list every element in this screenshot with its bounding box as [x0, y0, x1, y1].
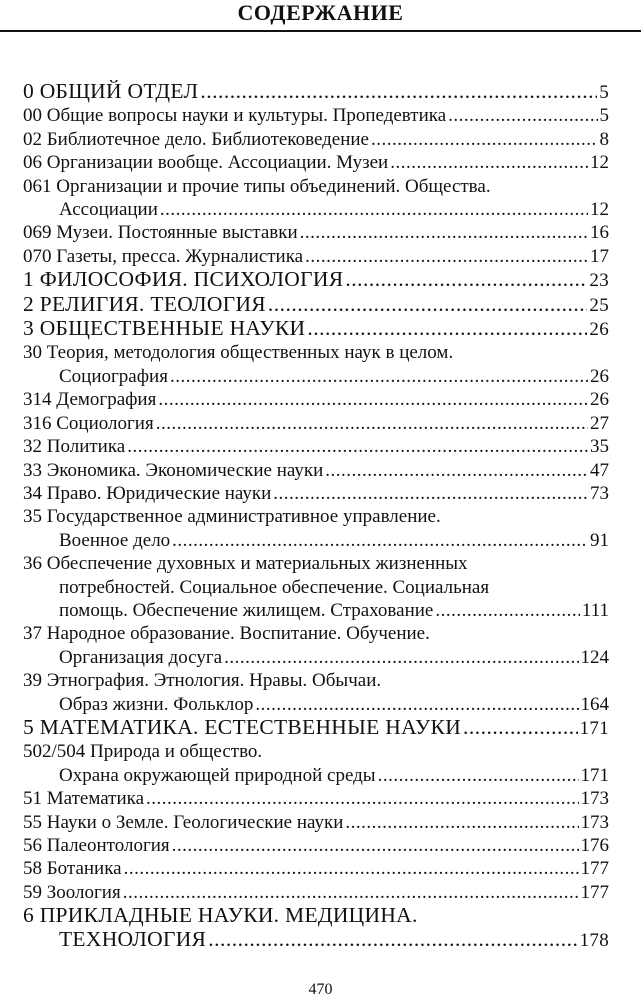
toc-entry-title: 314 Демография: [23, 389, 157, 411]
toc-page-number: 177: [580, 881, 609, 903]
toc-entry: [23, 505, 609, 552]
toc-entry-row: [23, 365, 609, 388]
toc-entry-row: [23, 128, 609, 151]
toc-entry-row: [23, 268, 609, 292]
toc-page-number: 25: [589, 294, 609, 316]
dot-leader: [268, 293, 587, 316]
dot-leader: [307, 317, 587, 340]
toc-page-number: 91: [590, 529, 609, 551]
toc-entry: [23, 834, 609, 857]
dot-leader: [146, 787, 578, 810]
toc-entry-line: 061 Организации и прочие типы объединений. Общества.: [23, 175, 491, 197]
toc-entry: [23, 104, 609, 127]
toc-entry-row: [23, 599, 609, 622]
toc-page-number: 5: [599, 82, 609, 103]
dot-leader: [305, 245, 588, 268]
toc-entry-row: [23, 716, 609, 740]
toc-entry-row: [23, 435, 609, 458]
toc-page-number: 27: [590, 412, 609, 434]
toc-entry-title: 1 ФИЛОСОФИЯ. ПСИХОЛОГИЯ: [23, 267, 344, 292]
toc-entry-line: 39 Этнография. Этнология. Нравы. Обычаи.: [23, 670, 382, 692]
toc-entry-line: 502/504 Природа и общество.: [23, 741, 263, 763]
toc-entry-title: 0 ОБЩИЙ ОТДЕЛ: [23, 79, 199, 103]
toc-entry-title: 59 Зоология: [23, 881, 121, 903]
toc-entry-title: помощь. Обеспечение жилищем. Страхование: [59, 599, 434, 621]
dot-leader: [224, 646, 578, 669]
toc-entry-line: 30 Теория, методология общественных наук в целом.: [23, 342, 454, 364]
toc-page-number: 26: [589, 319, 609, 341]
toc-entry-title: 06 Организации вообще. Ассоциации. Музеи: [23, 152, 389, 174]
toc-entry-line: 6 ПРИКЛАДНЫЕ НАУКИ. МЕДИЦИНА.: [23, 904, 418, 928]
toc-entry-title: 070 Газеты, пресса. Журналистика: [23, 245, 304, 267]
toc-entry-row: [23, 104, 609, 127]
toc-entry: [23, 881, 609, 904]
toc-entry-title: 2 РЕЛИГИЯ. ТЕОЛОГИЯ: [23, 291, 266, 316]
toc-page-number: 26: [590, 365, 609, 387]
toc-entry-title: Образ жизни. Фольклор: [59, 693, 254, 715]
toc-page-number: 35: [590, 436, 609, 458]
toc-entry-title: 5 МАТЕМАТИКА. ЕСТЕСТВЕННЫЕ НАУКИ: [23, 714, 462, 739]
toc-entry-title: 00 Общие вопросы науки и культуры. Пропедевтика: [23, 105, 447, 127]
toc-entry: [23, 151, 609, 174]
toc-entry-title: ТЕХНОЛОГИЯ: [59, 926, 207, 951]
toc-entry: [23, 482, 609, 505]
toc-entry: [23, 740, 609, 787]
toc-section-entry: [23, 716, 609, 740]
toc-entry-title: 56 Палеонтология: [23, 835, 170, 856]
toc-entry-row: [23, 857, 609, 880]
dot-leader: [160, 198, 588, 221]
toc-entry-title: 3 ОБЩЕСТВЕННЫЕ НАУКИ: [23, 316, 306, 341]
toc-page-number: 17: [590, 245, 609, 267]
toc-entry-line: 36 Обеспечение духовных и материальных жизненных: [23, 553, 468, 575]
toc-entry-title: 34 Право. Юридические науки: [23, 482, 272, 504]
toc-page-number: 8: [599, 128, 609, 150]
toc-page-number: 23: [589, 270, 609, 292]
toc-entry-title: 55 Науки о Земле. Геологические науки: [23, 811, 344, 833]
toc-entry: [23, 435, 609, 458]
dot-leader: [345, 268, 587, 291]
dot-leader: [435, 599, 580, 622]
dot-leader: [172, 529, 588, 552]
dot-leader: [208, 928, 577, 951]
toc-entry-row: [23, 151, 609, 174]
toc-page-number: 171: [580, 764, 609, 786]
dot-leader: [273, 482, 588, 505]
toc-page-number: 178: [579, 929, 609, 951]
toc-entry-title: Социография: [59, 365, 168, 387]
toc-entry-row: [23, 293, 609, 317]
dot-leader: [390, 151, 588, 174]
toc-entry: [23, 341, 609, 388]
dot-leader: [325, 459, 588, 482]
dot-leader: [158, 388, 588, 411]
toc-entry: [23, 388, 609, 411]
toc-entry-row: [23, 811, 609, 834]
toc-entry-line: потребностей. Социальное обеспечение. Социальная: [59, 576, 490, 598]
toc-page-number: 177: [580, 858, 609, 880]
dot-leader: [156, 412, 588, 435]
toc-entry: [23, 857, 609, 880]
toc-entry-title: 33 Экономика. Экономические науки: [23, 459, 324, 481]
dot-leader: [123, 881, 579, 904]
toc-entry-row: [23, 221, 609, 244]
toc-entry: [23, 128, 609, 151]
toc-section-entry: [23, 904, 609, 952]
toc-entry-row: [23, 764, 609, 787]
toc-page-number: 12: [590, 152, 609, 174]
toc-page-number: 171: [579, 717, 609, 739]
toc-entry-title: 316 Социология: [23, 412, 154, 434]
dot-leader: [255, 693, 578, 716]
toc-entry: [23, 811, 609, 834]
toc-page-number: 26: [590, 389, 609, 411]
toc-page-number: 176: [580, 835, 609, 856]
toc-entry-title: 069 Музеи. Постоянные выставки: [23, 222, 298, 244]
toc-entry-row: [23, 245, 609, 268]
toc-entry-title: Охрана окружающей природной среды: [59, 764, 376, 786]
toc-entry-title: 58 Ботаника: [23, 858, 122, 880]
toc-entry-title: Организация досуга: [59, 646, 223, 668]
toc-section-entry: [23, 268, 609, 292]
toc-page-number: 73: [590, 482, 609, 504]
toc-entry-row: [23, 693, 609, 716]
dot-leader: [200, 80, 597, 103]
toc-entry-title: 02 Библиотечное дело. Библиотековедение: [23, 128, 369, 150]
toc-page-number: 111: [581, 599, 609, 621]
toc-entry-row: [23, 787, 609, 810]
page-title: СОДЕРЖАНИЕ: [237, 0, 404, 25]
toc-entry-row: [23, 412, 609, 435]
dot-leader: [463, 716, 578, 739]
toc-entry-title: Ассоциации: [59, 199, 158, 221]
toc-section-entry: [23, 80, 609, 104]
toc-page-number: 124: [580, 646, 609, 668]
toc-page-number: 12: [590, 199, 609, 221]
toc-entry-row: [23, 388, 609, 411]
dot-leader: [378, 764, 579, 787]
table-of-contents: [23, 80, 609, 952]
toc-entry: [23, 622, 609, 669]
toc-page-number: 47: [590, 459, 609, 481]
toc-entry: [23, 552, 609, 622]
toc-entry: [23, 459, 609, 482]
toc-entry: [23, 412, 609, 435]
toc-entry: [23, 221, 609, 244]
toc-entry: [23, 787, 609, 810]
toc-entry-row: [23, 928, 609, 952]
toc-entry-row: [23, 881, 609, 904]
toc-entry-line: 35 Государственное административное управление.: [23, 506, 441, 528]
toc-entry-row: [23, 198, 609, 221]
dot-leader: [127, 435, 588, 458]
toc-entry-row: [23, 459, 609, 482]
dot-leader: [345, 811, 578, 834]
dot-leader: [124, 857, 579, 880]
toc-page-number: 16: [590, 222, 609, 244]
toc-entry-row: [23, 646, 609, 669]
toc-entry-title: 32 Политика: [23, 436, 126, 458]
toc-entry-title: Военное дело: [59, 529, 171, 551]
dot-leader: [300, 221, 588, 244]
toc-page-number: 164: [580, 693, 609, 715]
dot-leader: [170, 365, 588, 388]
toc-entry-line: 37 Народное образование. Воспитание. Обучение.: [23, 623, 430, 645]
toc-section-entry: [23, 293, 609, 317]
toc-entry: [23, 245, 609, 268]
dot-leader: [371, 128, 598, 151]
toc-entry: [23, 175, 609, 222]
title-rule: [0, 30, 641, 32]
page-number: 470: [308, 981, 333, 998]
toc-entry: [23, 669, 609, 716]
toc-section-entry: [23, 317, 609, 341]
toc-entry-row: [23, 482, 609, 505]
toc-entry-row: [23, 80, 609, 104]
toc-entry-row: [23, 317, 609, 341]
toc-entry-row: [23, 529, 609, 552]
dot-leader: [172, 834, 579, 857]
toc-page-number: 173: [580, 811, 609, 833]
toc-entry-row: [23, 834, 609, 857]
toc-page-number: 173: [580, 788, 609, 810]
toc-page-number: 5: [599, 105, 609, 127]
dot-leader: [448, 104, 597, 127]
toc-entry-title: 51 Математика: [23, 788, 145, 810]
